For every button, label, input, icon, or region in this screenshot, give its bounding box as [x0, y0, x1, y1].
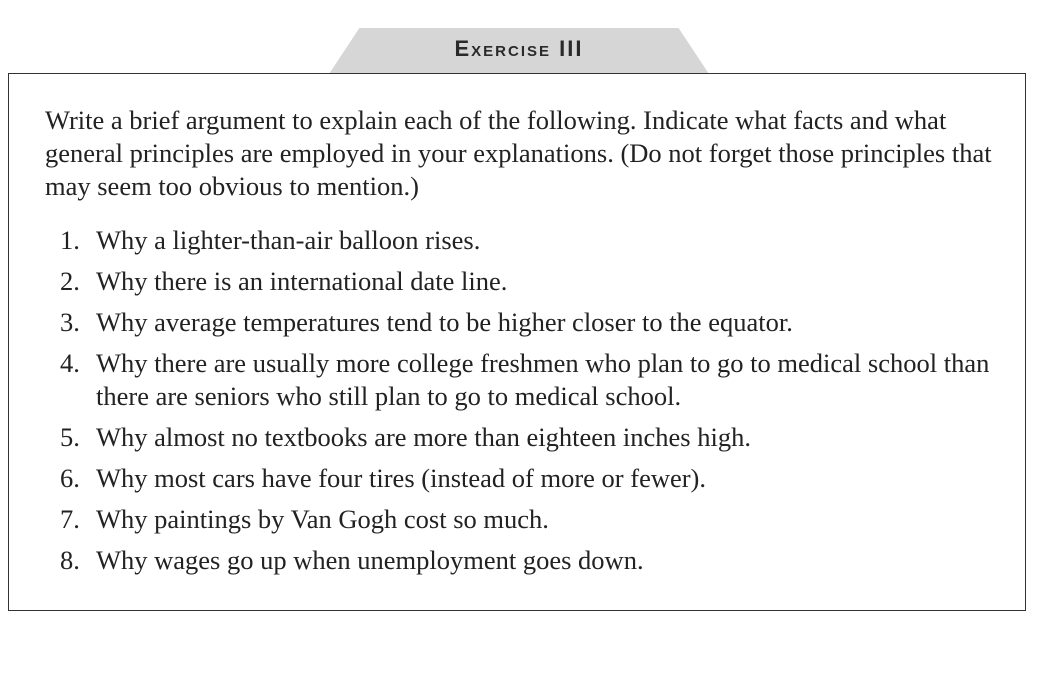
list-item [60, 503, 1000, 536]
list-item [60, 462, 1000, 495]
item-number: 7. [60, 504, 80, 534]
item-text: Why there is an international date line. [96, 266, 508, 296]
list-item [60, 265, 1000, 298]
list-item [60, 544, 1000, 577]
item-number: 1. [60, 225, 80, 255]
item-text: Why almost no textbooks are more than eighteen inches high. [96, 422, 751, 452]
list-item [60, 224, 1000, 257]
list-item [60, 347, 1000, 413]
exercise-title: Exercise III [454, 36, 584, 61]
item-text: Why there are usually more college freshmen who plan to go to medical school than there are seniors who still plan to go to medical school. [96, 348, 990, 411]
list-item [60, 306, 1000, 339]
item-text: Why a lighter-than-air balloon rises. [96, 225, 481, 255]
item-text: Why wages go up when unemployment goes down. [96, 545, 644, 575]
item-number: 3. [60, 307, 80, 337]
item-text: Why paintings by Van Gogh cost so much. [96, 504, 549, 534]
item-number: 4. [60, 348, 80, 378]
question-list [60, 224, 1000, 585]
item-number: 8. [60, 545, 80, 575]
item-text: Why most cars have four tires (instead of more or fewer). [96, 463, 707, 493]
item-number: 6. [60, 463, 80, 493]
item-number: 2. [60, 266, 80, 296]
instructions-text: Write a brief argument to explain each of the following. Indicate what facts and what general principles are employed in your explanations. (Do not forget those principles that may seem too obvious to mention.) [45, 105, 992, 201]
item-text: Why average temperatures tend to be higher closer to the equator. [96, 307, 793, 337]
item-number: 5. [60, 422, 80, 452]
list-item [60, 421, 1000, 454]
